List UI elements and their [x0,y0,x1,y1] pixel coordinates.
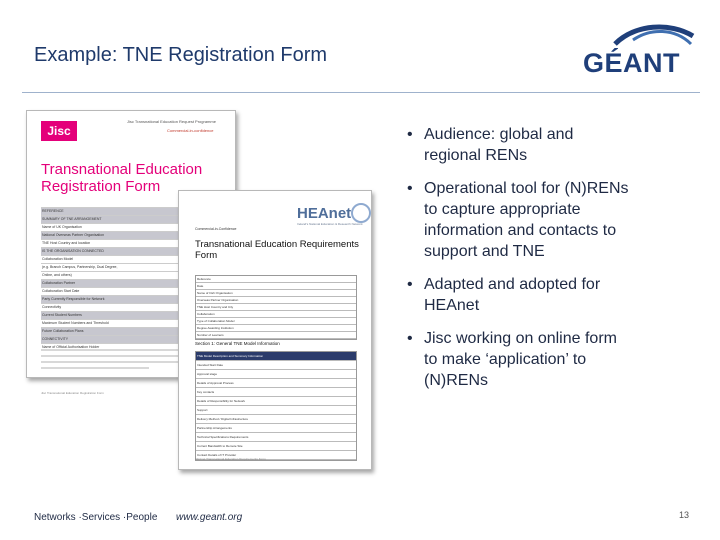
table-row: Details of Responsibility for Network [196,397,356,406]
table-row: TNE Host Country and City [196,304,356,311]
geant-logo [575,14,700,84]
heanet-doc-title: Transnational Education Requirements Form [195,239,359,261]
table-row: Future Collaboration Plans [41,327,221,335]
table-row: Collaboration Start Date [41,287,221,295]
bullet-operational-tool: • Operational tool for (N)RENs to capture appropriate information and contacts to support and TNE [407,178,697,262]
table-row: Technical Specifications Requirements [196,433,356,442]
page-number: 13 [679,510,690,520]
table-row: Collaboration Model [41,255,221,263]
heanet-globe-icon [351,203,371,223]
footer-tagline: Networks ·Services ·People [34,512,158,523]
jisc-doc-confidentiality: Commercial-in-confidence [167,128,214,133]
table-row: SUMMARY OF TNE ARRANGEMENT [41,215,221,223]
jisc-logo: Jisc [41,121,77,141]
table-row: Date [196,283,356,290]
table-row: Online, and others) [41,271,221,279]
table-row: Key contacts [196,388,356,397]
title-divider [22,92,700,93]
slide-title: Example: TNE Registration Form [34,44,328,66]
table-row: Connectivity [41,303,221,311]
heanet-logo-subtitle: Ireland's National Education & Research Network [297,222,363,226]
jisc-doc-header-line: Jisc Transnational Education Request Programme [127,119,216,124]
table-row: TNE Model Description and Summary Information [196,352,356,361]
bullet-audience: • Audience: global and regional RENs [407,124,697,166]
heanet-form-table [195,275,357,340]
heanet-doc-label: Commercial-in-Confidence [195,227,237,231]
table-row: Delivery Method / Digital Infrastructure [196,415,356,424]
bullet-jisc-online-form: • Jisc working on online form to make ‘application’ to (N)RENs [407,328,697,391]
table-row: Name of Official Authorisation Holder [41,343,221,351]
geant-logo-text: GÉANT [583,48,680,78]
table-row: TNE Host Country and location [41,239,221,247]
heanet-doc-footnote: HEAnet Transnational Education Requirements Form [195,457,266,461]
table-row: Name of UK Organisation [41,223,221,231]
table-row: Collaboration [196,311,356,318]
table-row: Number of Learners [196,332,356,339]
table-row: National Overseas Partner Organisation [41,231,221,239]
bullet-heanet: • Adapted and adopted for HEAnet [407,274,697,316]
table-row: Reference [196,276,356,283]
heanet-requirements-form-image [178,190,372,470]
table-row: Contact Details of IT Provider [196,451,356,460]
table-row: IS THE ORGANISATION CONNECTED [41,247,221,255]
heanet-section-table [195,351,357,461]
table-row: Degree Awarding Institution [196,325,356,332]
table-row: Support [196,406,356,415]
table-row: Type of Collaboration Model [196,318,356,325]
table-row: Approval stage [196,370,356,379]
table-row: Current Bandwidth to Remote Site [196,442,356,451]
table-row: Maximum Student Numbers and Threshold [41,319,221,327]
table-row: Collaboration Partner [41,279,221,287]
table-row: Overseas Partner Organisation [196,297,356,304]
heanet-section-title: Section 1: General TNE Model Information [195,341,280,346]
table-row: Name of Irish Organisation [196,290,356,297]
bullet-list [407,124,697,403]
table-row: Party Currently Responsible for Network [41,295,221,303]
table-row: Intended Start Date [196,361,356,370]
table-row: Current Student Numbers [41,311,221,319]
table-row: Details of Approval Process [196,379,356,388]
table-row: (e.g. Branch Campus, Partnership, Dual Degree, [41,263,221,271]
table-row: CONNECTIVITY [41,335,221,343]
jisc-doc-footnote: Jisc Transnational Education Registration Form [41,391,104,395]
table-row: Partnership Arrangements [196,424,356,433]
footer-url[interactable]: www.geant.org [176,512,243,523]
table-row: REFERENCE [41,207,221,215]
jisc-doc-title: Transnational Education Registration Form [41,161,203,195]
heanet-logo: HEAnet [297,205,352,222]
